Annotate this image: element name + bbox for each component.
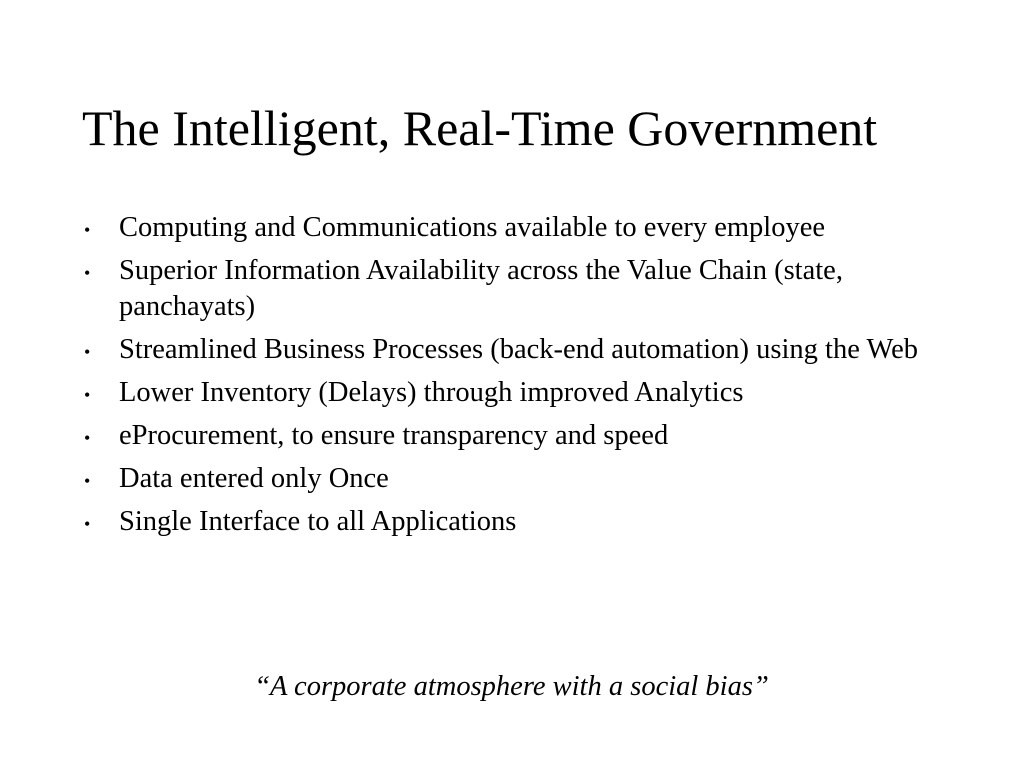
bullet-item bbox=[84, 332, 964, 368]
closing-quote: “A corporate atmosphere with a social bias” bbox=[254, 671, 769, 702]
bullet-icon: • bbox=[84, 263, 91, 283]
bullet-item bbox=[84, 504, 964, 540]
bullet-icon: • bbox=[84, 514, 91, 534]
bullet-icon: • bbox=[84, 342, 91, 362]
slide-title: The Intelligent, Real-Time Government bbox=[82, 100, 878, 156]
bullet-text: eProcurement, to ensure transparency and speed bbox=[119, 420, 669, 451]
bullet-icon: • bbox=[84, 220, 91, 240]
bullet-icon: • bbox=[84, 385, 91, 405]
bullet-item bbox=[84, 210, 964, 246]
bullet-text: Superior Information Availability across the Value Chain (state, panchayats) bbox=[119, 255, 843, 322]
bullet-text: Single Interface to all Applications bbox=[119, 506, 517, 537]
bullet-item bbox=[84, 461, 964, 497]
bullet-icon: • bbox=[84, 428, 91, 448]
bullet-text: Streamlined Business Processes (back-end automation) using the Web bbox=[119, 334, 918, 365]
bullet-list bbox=[84, 210, 964, 547]
bullet-item bbox=[84, 375, 964, 411]
bullet-text: Computing and Communications available to every employee bbox=[119, 212, 826, 243]
bullet-item bbox=[84, 253, 964, 325]
bullet-item bbox=[84, 418, 964, 454]
bullet-text: Data entered only Once bbox=[119, 463, 389, 494]
bullet-text: Lower Inventory (Delays) through improved Analytics bbox=[119, 377, 744, 408]
bullet-icon: • bbox=[84, 471, 91, 491]
